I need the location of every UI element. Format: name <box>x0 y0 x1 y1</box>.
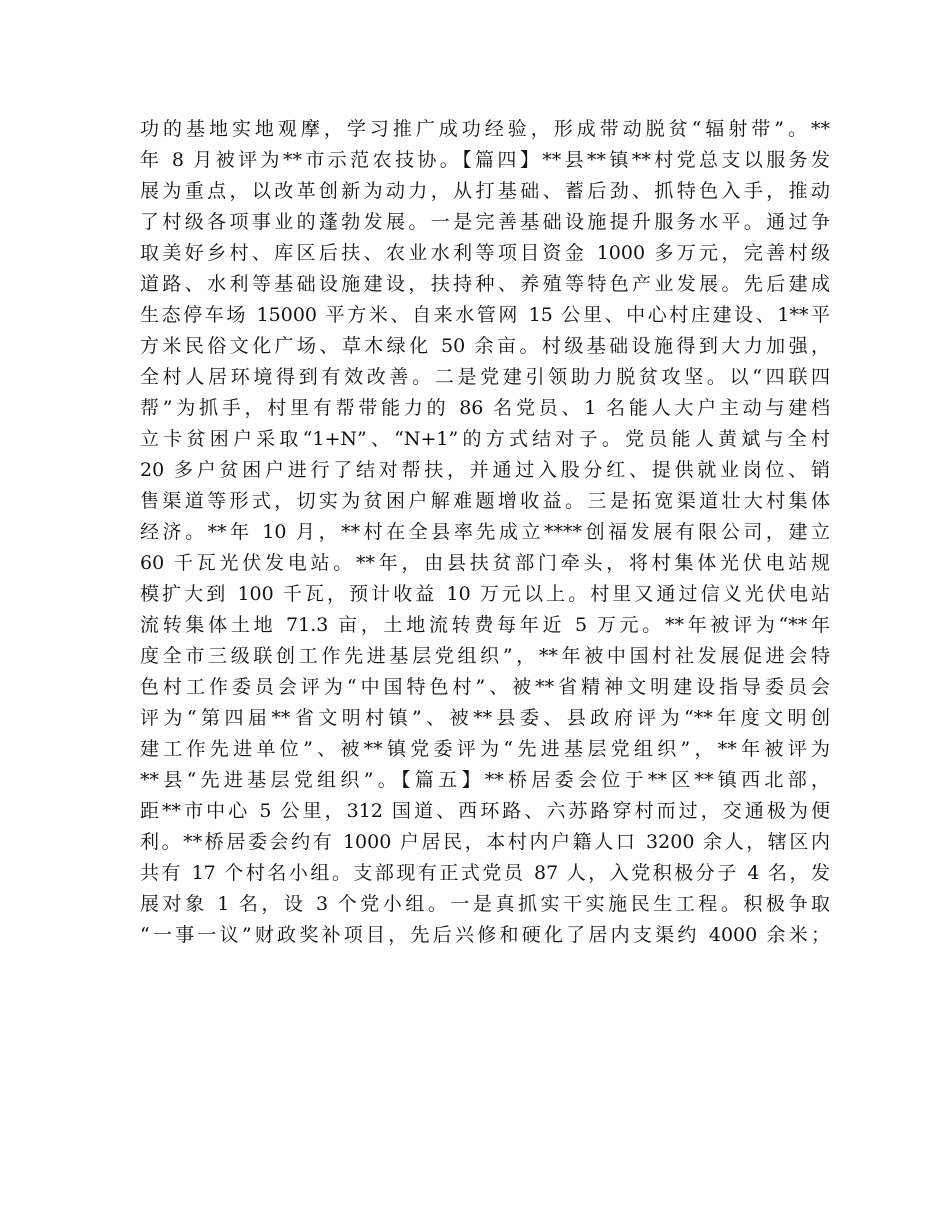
text-line: 取美好乡村、库区后扶、农业水利等项目资金 1000 多万元，完善村级 <box>140 242 830 264</box>
text-line: 方米民俗文化广场、草木绿化 50 余亩。村级基础设施得到大力加强， <box>140 335 830 357</box>
text-line: 评为“第四届**省文明村镇”、被**县委、县政府评为“**年度文明创 <box>140 707 830 729</box>
text-line: 流转集体土地 71.3 亩，土地流转费每年近 5 万元。**年被评为“**年 <box>140 614 830 636</box>
text-line: 度全市三级联创工作先进基层党组织”，**年被中国村社发展促进会特 <box>140 645 830 667</box>
text-line: 功的基地实地观摩，学习推广成功经验，形成带动脱贫“辐射带”。** <box>140 118 830 140</box>
text-line: 利。**桥居委会约有 1000 户居民，本村内户籍人口 3200 余人，辖区内 <box>140 831 830 853</box>
text-line: 年 8 月被评为**市示范农技协。【篇四】**县**镇**村党总支以服务发 <box>140 149 830 171</box>
text-line: “一事一议”财政奖补项目，先后兴修和硬化了居内支渠约 4000 余米； <box>140 924 830 946</box>
text-line: 距**市中心 5 公里，312 国道、西环路、六苏路穿村而过，交通极为便 <box>140 800 830 822</box>
text-line: 全村人居环境得到有效改善。二是党建引领助力脱贫攻坚。以“四联四 <box>140 366 830 388</box>
text-line: 道路、水利等基础设施建设，扶持种、养殖等特色产业发展。先后建成 <box>140 273 830 295</box>
text-line: 售渠道等形式，切实为贫困户解难题增收益。三是拓宽渠道壮大村集体 <box>140 490 830 512</box>
text-line: **县“先进基层党组织”。【篇五】**桥居委会位于**区**镇西北部， <box>140 769 830 791</box>
text-line: 20 多户贫困户进行了结对帮扶，并通过入股分红、提供就业岗位、销 <box>140 459 830 481</box>
text-line: 60 千瓦光伏发电站。**年，由县扶贫部门牵头，将村集体光伏电站规 <box>140 552 830 574</box>
text-line: 立卡贫困户采取“1+N”、“N+1”的方式结对子。党员能人黄斌与全村 <box>140 428 830 450</box>
text-line: 模扩大到 100 千瓦，预计收益 10 万元以上。村里又通过信义光伏电站 <box>140 583 830 605</box>
text-line: 生态停车场 15000 平方米、自来水管网 15 公里、中心村庄建设、1**平 <box>140 304 830 326</box>
text-line: 展对象 1 名，设 3 个党小组。一是真抓实干实施民生工程。积极争取 <box>140 893 830 915</box>
text-line: 帮”为抓手，村里有帮带能力的 86 名党员、1 名能人大户主动与建档 <box>140 397 830 419</box>
text-line: 了村级各项事业的蓬勃发展。一是完善基础设施提升服务水平。通过争 <box>140 211 830 233</box>
body-text <box>140 114 830 951</box>
text-line: 经济。**年 10 月，**村在全县率先成立****创福发展有限公司，建立 <box>140 521 830 543</box>
text-line: 色村工作委员会评为“中国特色村”、被**省精神文明建设指导委员会 <box>140 676 830 698</box>
text-line: 展为重点，以改革创新为动力，从打基础、蓄后劲、抓特色入手，推动 <box>140 180 830 202</box>
text-line: 共有 17 个村名小组。支部现有正式党员 87 人，入党积极分子 4 名，发 <box>140 862 830 884</box>
text-line: 建工作先进单位”、被**镇党委评为“先进基层党组织”，**年被评为 <box>140 738 830 760</box>
